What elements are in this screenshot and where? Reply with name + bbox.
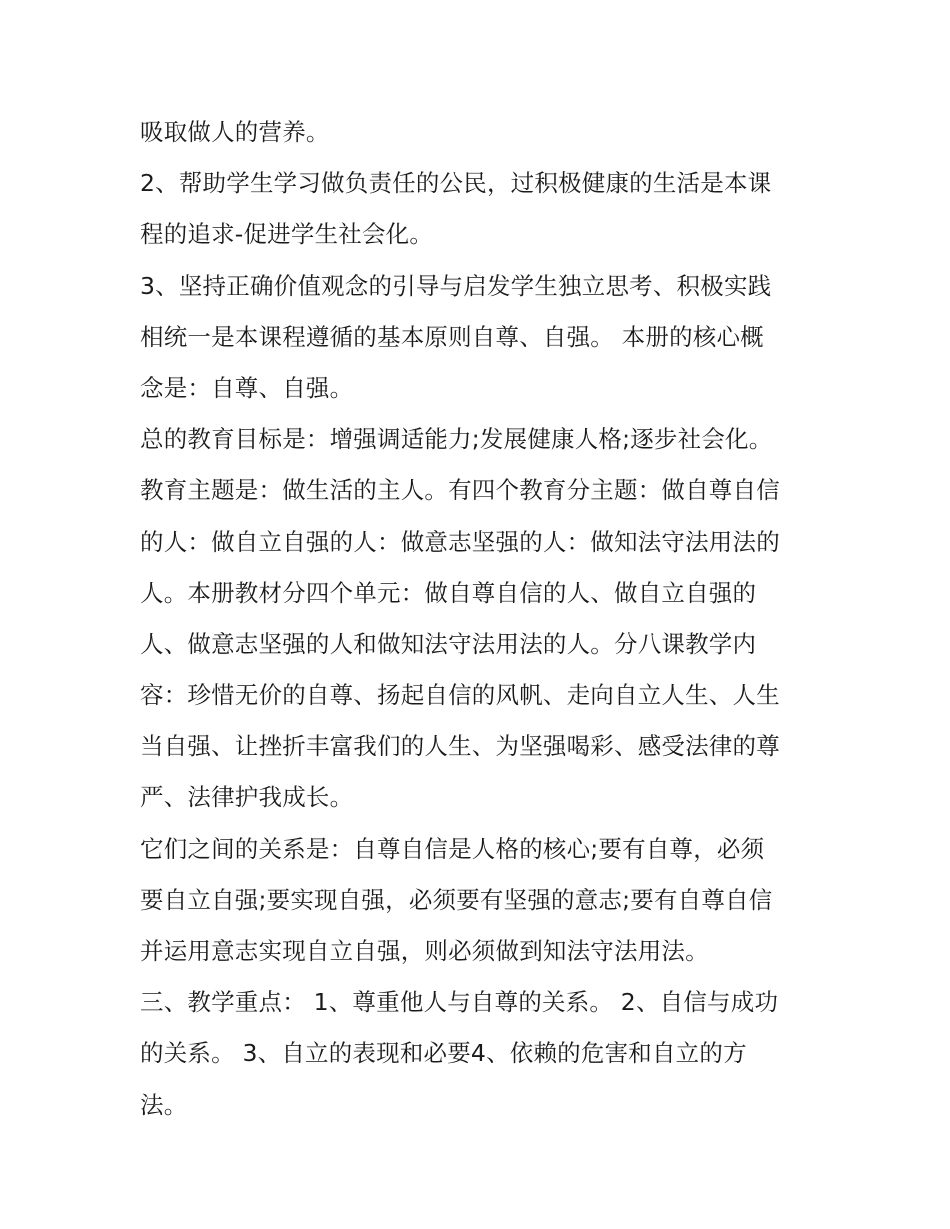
text-line: 严、法律护我成长。 <box>140 783 354 812</box>
text-line: 的人：做自立自强的人：做意志坚强的人：做知法守法用法的 <box>140 527 780 556</box>
text-line: 念是：自尊、自强。 <box>140 373 354 402</box>
document-body <box>140 107 820 1131</box>
text-line: 的关系。 3、自立的表现和必要4、依赖的危害和自立的方 <box>140 1039 747 1068</box>
text-line: 要自立自强;要实现自强，必须要有坚强的意志;要有自尊自信 <box>140 885 773 914</box>
text-line: 教育主题是：做生活的主人。有四个教育分主题：做自尊自信 <box>140 476 780 505</box>
text-line: 它们之间的关系是：自尊自信是人格的核心;要有自尊，必须 <box>140 834 765 863</box>
text-line: 人、做意志坚强的人和做知法守法用法的人。分八课教学内 <box>140 629 757 658</box>
text-line: 相统一是本课程遵循的基本原则自尊、自强。 本册的核心概 <box>140 322 764 351</box>
text-line: 人。本册教材分四个单元：做自尊自信的人、做自立自强的 <box>140 578 757 607</box>
text-line: 2、帮助学生学习做负责任的公民，过积极健康的生活是本课 <box>140 169 772 198</box>
text-line: 程的追求-促进学生社会化。 <box>140 220 434 249</box>
text-line: 法。 <box>140 1090 188 1119</box>
text-line: 容：珍惜无价的自尊、扬起自信的风帆、走向自立人生、人生 <box>140 681 780 710</box>
text-line: 三、教学重点： 1、尊重他人与自尊的关系。 2、自信与成功 <box>140 988 779 1017</box>
text-line: 并运用意志实现自立自强，则必须做到知法守法用法。 <box>140 937 709 965</box>
text-line: 吸取做人的营养。 <box>140 118 330 146</box>
text-line: 3、坚持正确价值观念的引导与启发学生独立思考、积极实践 <box>140 271 772 300</box>
text-line: 当自强、让挫折丰富我们的人生、为坚强喝彩、感受法律的尊 <box>140 732 780 761</box>
text-line: 总的教育目标是：增强调适能力;发展健康人格;逐步社会化。 <box>140 425 773 454</box>
